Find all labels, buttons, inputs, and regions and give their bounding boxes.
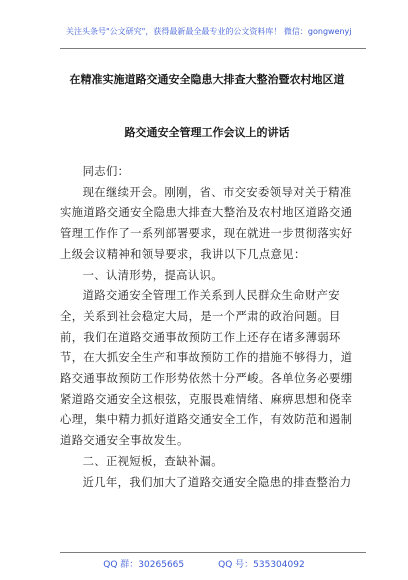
footer-divider [60, 552, 366, 553]
document-title-line-1: 在精准实施道路交通安全隐患大排查大整治暨农村地区道 [69, 73, 345, 86]
footer [0, 557, 408, 570]
header-divider [60, 48, 366, 49]
salutation: 同志们： [82, 165, 130, 178]
document-title-line-2: 路交通安全管理工作会议上的讲话 [124, 126, 290, 139]
paragraph-2: 道路交通安全管理工作关系到人民群众生命财产安全，关系到社会稳定大局，是一个严肃的政治问题。目前，我们在道路交通事故预防工作上还存在诸多薄弱环节，在大抓安全生产和事故预防工作的措施不够得力，道路交通事故预防工作形势依然十分严峻。各单位务必要绷紧道路交通安全这根弦，克服畏难情绪、麻痹思想和侥幸心理，集中精力抓好道路交通安全工作，有效防范和遏制道路交通安全事故发生。 [60, 289, 353, 448]
header-banner: 关注头条号"公文研究"，获得最新最全最专业的公文资料库！ 微信：gongwenyj [66, 27, 352, 36]
paragraph-3: 近几年，我们加大了道路交通安全隐患的排查整治力 [82, 475, 352, 489]
paragraph-1: 现在继续开会。刚刚，省、市交安委领导对关于精准实施道路交通安全隐患大排查大整治及农村地区道路交通管理工作作了一系列部署要求，现在就进一步贯彻落实好上级会议精神和领导要求，我讲以下几点意见： [60, 185, 353, 261]
footer-qq-number: QQ 号：535304092 [218, 560, 305, 570]
footer-qq-group: QQ 群：30265665 [103, 560, 185, 570]
section-heading-1: 一、认清形势，提高认识。 [82, 268, 223, 282]
document-body [60, 162, 356, 493]
section-heading-2: 二、正视短板，查缺补漏。 [82, 454, 223, 468]
